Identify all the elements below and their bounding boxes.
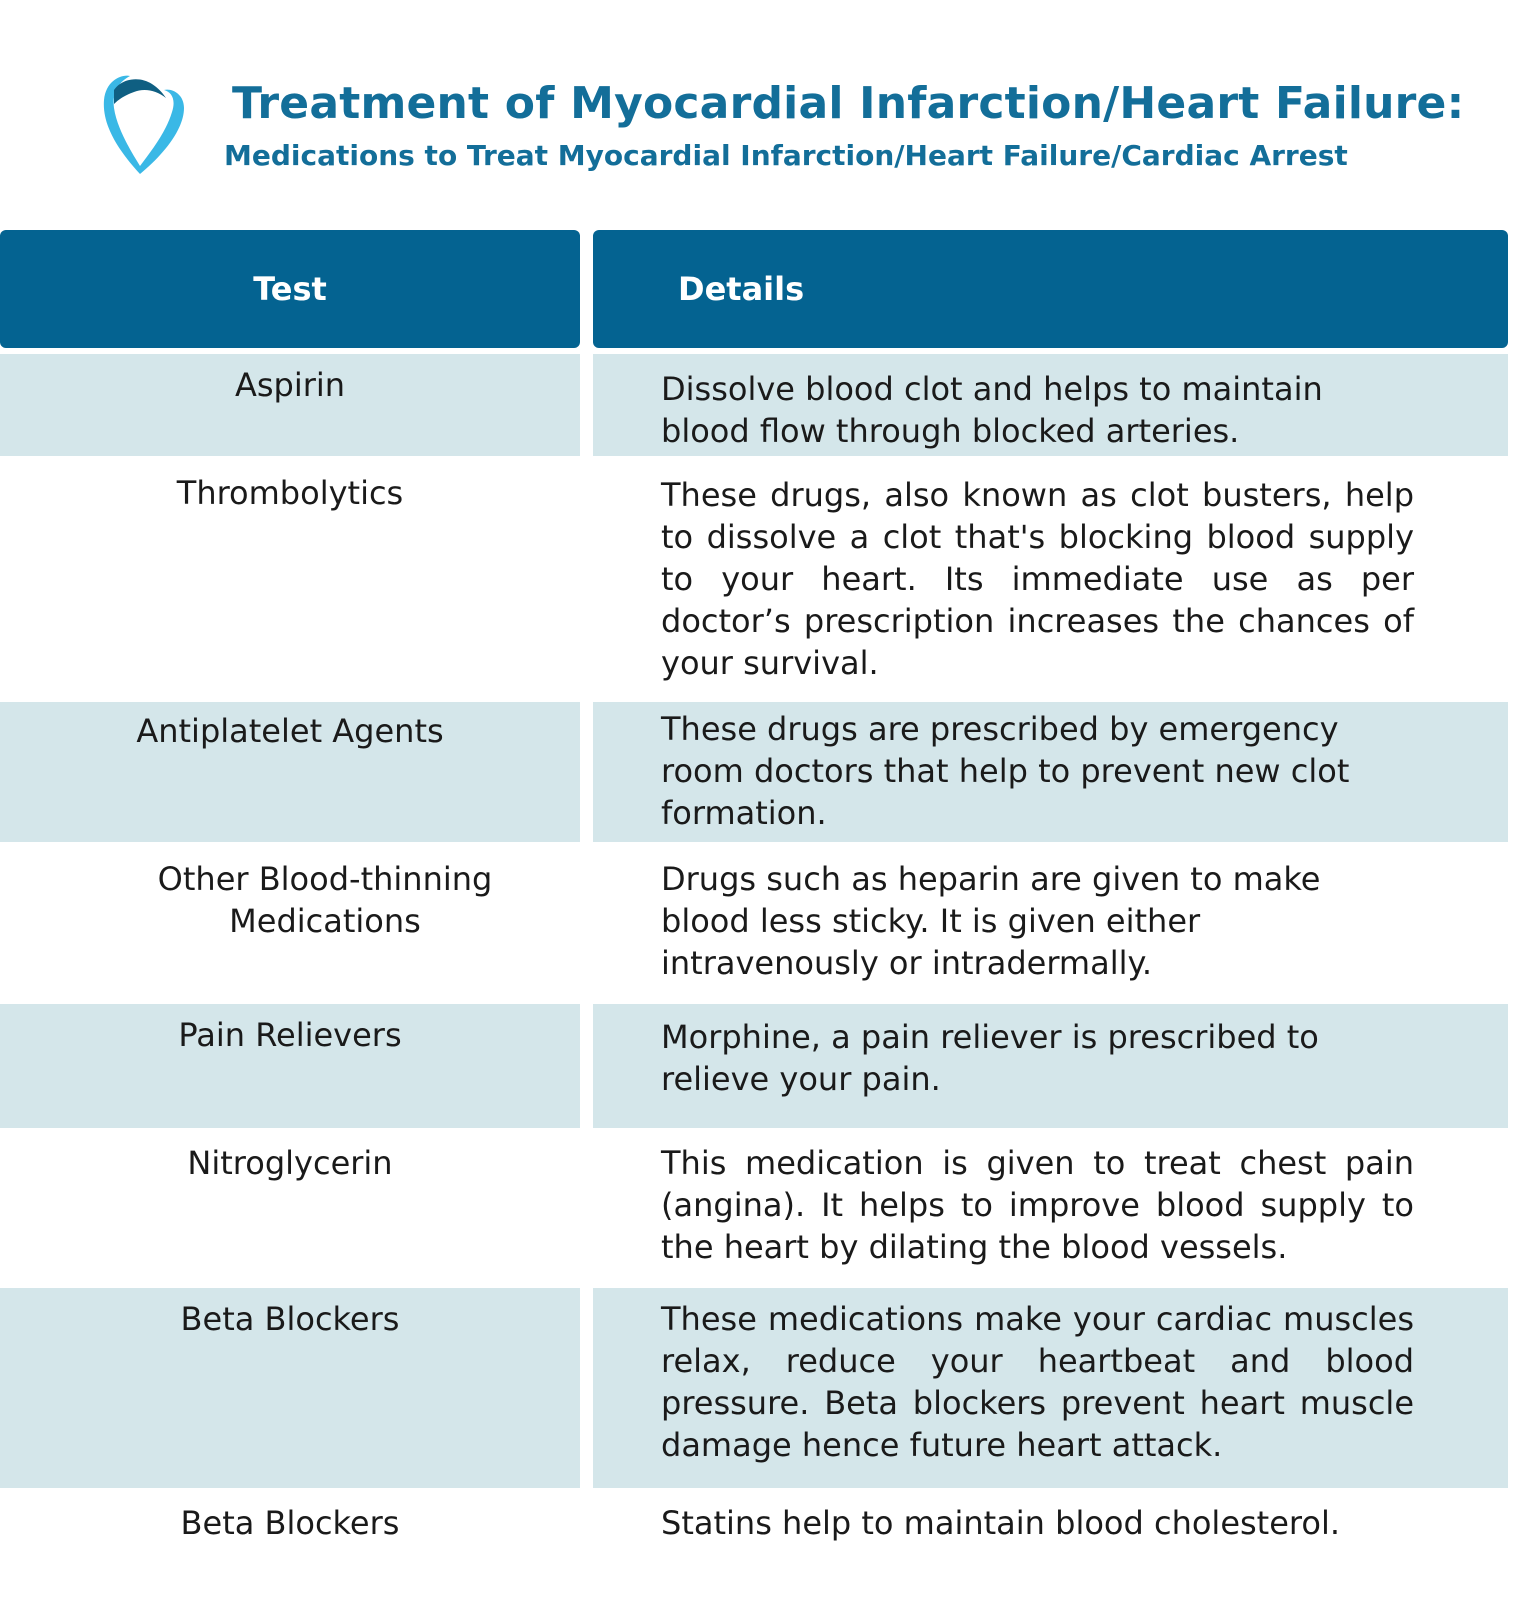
- table-row: [0, 1490, 1508, 1600]
- table-row: [0, 460, 1508, 700]
- column-header-test: Test: [0, 230, 580, 348]
- test-cell: Pain Relievers: [0, 1004, 580, 1128]
- details-cell: Statins help to maintain blood cholesterol.: [661, 1504, 1340, 1542]
- test-cell: Antiplatelet Agents: [0, 702, 580, 842]
- heart-logo-icon: [100, 70, 190, 180]
- details-cell: Dissolve blood clot and helps to maintain blood flow through blocked arteries.: [593, 354, 1508, 456]
- table-row: [0, 1130, 1508, 1286]
- details-cell: Morphine, a pain reliever is prescribed to relieve your pain.: [593, 1004, 1508, 1128]
- page-subtitle: Medications to Treat Myocardial Infarction/Heart Failure/Cardiac Arrest: [224, 139, 1348, 172]
- test-cell: Aspirin: [0, 354, 580, 456]
- details-cell: This medication is given to treat chest pain (angina). It helps to improve blood supply to the heart by dilating the blood vessels.: [661, 1144, 1414, 1266]
- details-cell: These drugs are prescribed by emergency room doctors that help to prevent new clot formation.: [593, 702, 1508, 842]
- details-cell: Drugs such as heparin are given to make blood less sticky. It is given either intravenously or intradermally.: [661, 860, 1321, 982]
- table-row: [0, 844, 1508, 1002]
- test-cell: [0, 844, 580, 1002]
- test-cell: Beta Blockers: [0, 1288, 580, 1488]
- page-header: [0, 0, 1538, 220]
- details-cell: These drugs, also known as clot busters, help to dissolve a clot that's blocking blood supply to your heart. Its immediate use as per doctor’s prescription increases the chances of your survival.: [661, 476, 1414, 682]
- table-row: [0, 1004, 1508, 1128]
- table-row: [0, 354, 1508, 456]
- page-title: Treatment of Myocardial Infarction/Heart Failure:: [232, 78, 1465, 129]
- test-cell: Nitroglycerin: [187, 1144, 393, 1182]
- test-cell: Beta Blockers: [180, 1504, 400, 1542]
- test-cell-text: Other Blood-thinning Medications: [157, 860, 493, 940]
- test-cell: Thrombolytics: [176, 474, 404, 512]
- column-header-details: Details: [593, 230, 1508, 348]
- table-row: [0, 1288, 1508, 1488]
- details-cell: These medications make your cardiac muscles relax, reduce your heartbeat and blood pressure. Beta blockers prevent heart muscle damage hence future heart attack.: [593, 1288, 1508, 1488]
- table-row: [0, 702, 1508, 842]
